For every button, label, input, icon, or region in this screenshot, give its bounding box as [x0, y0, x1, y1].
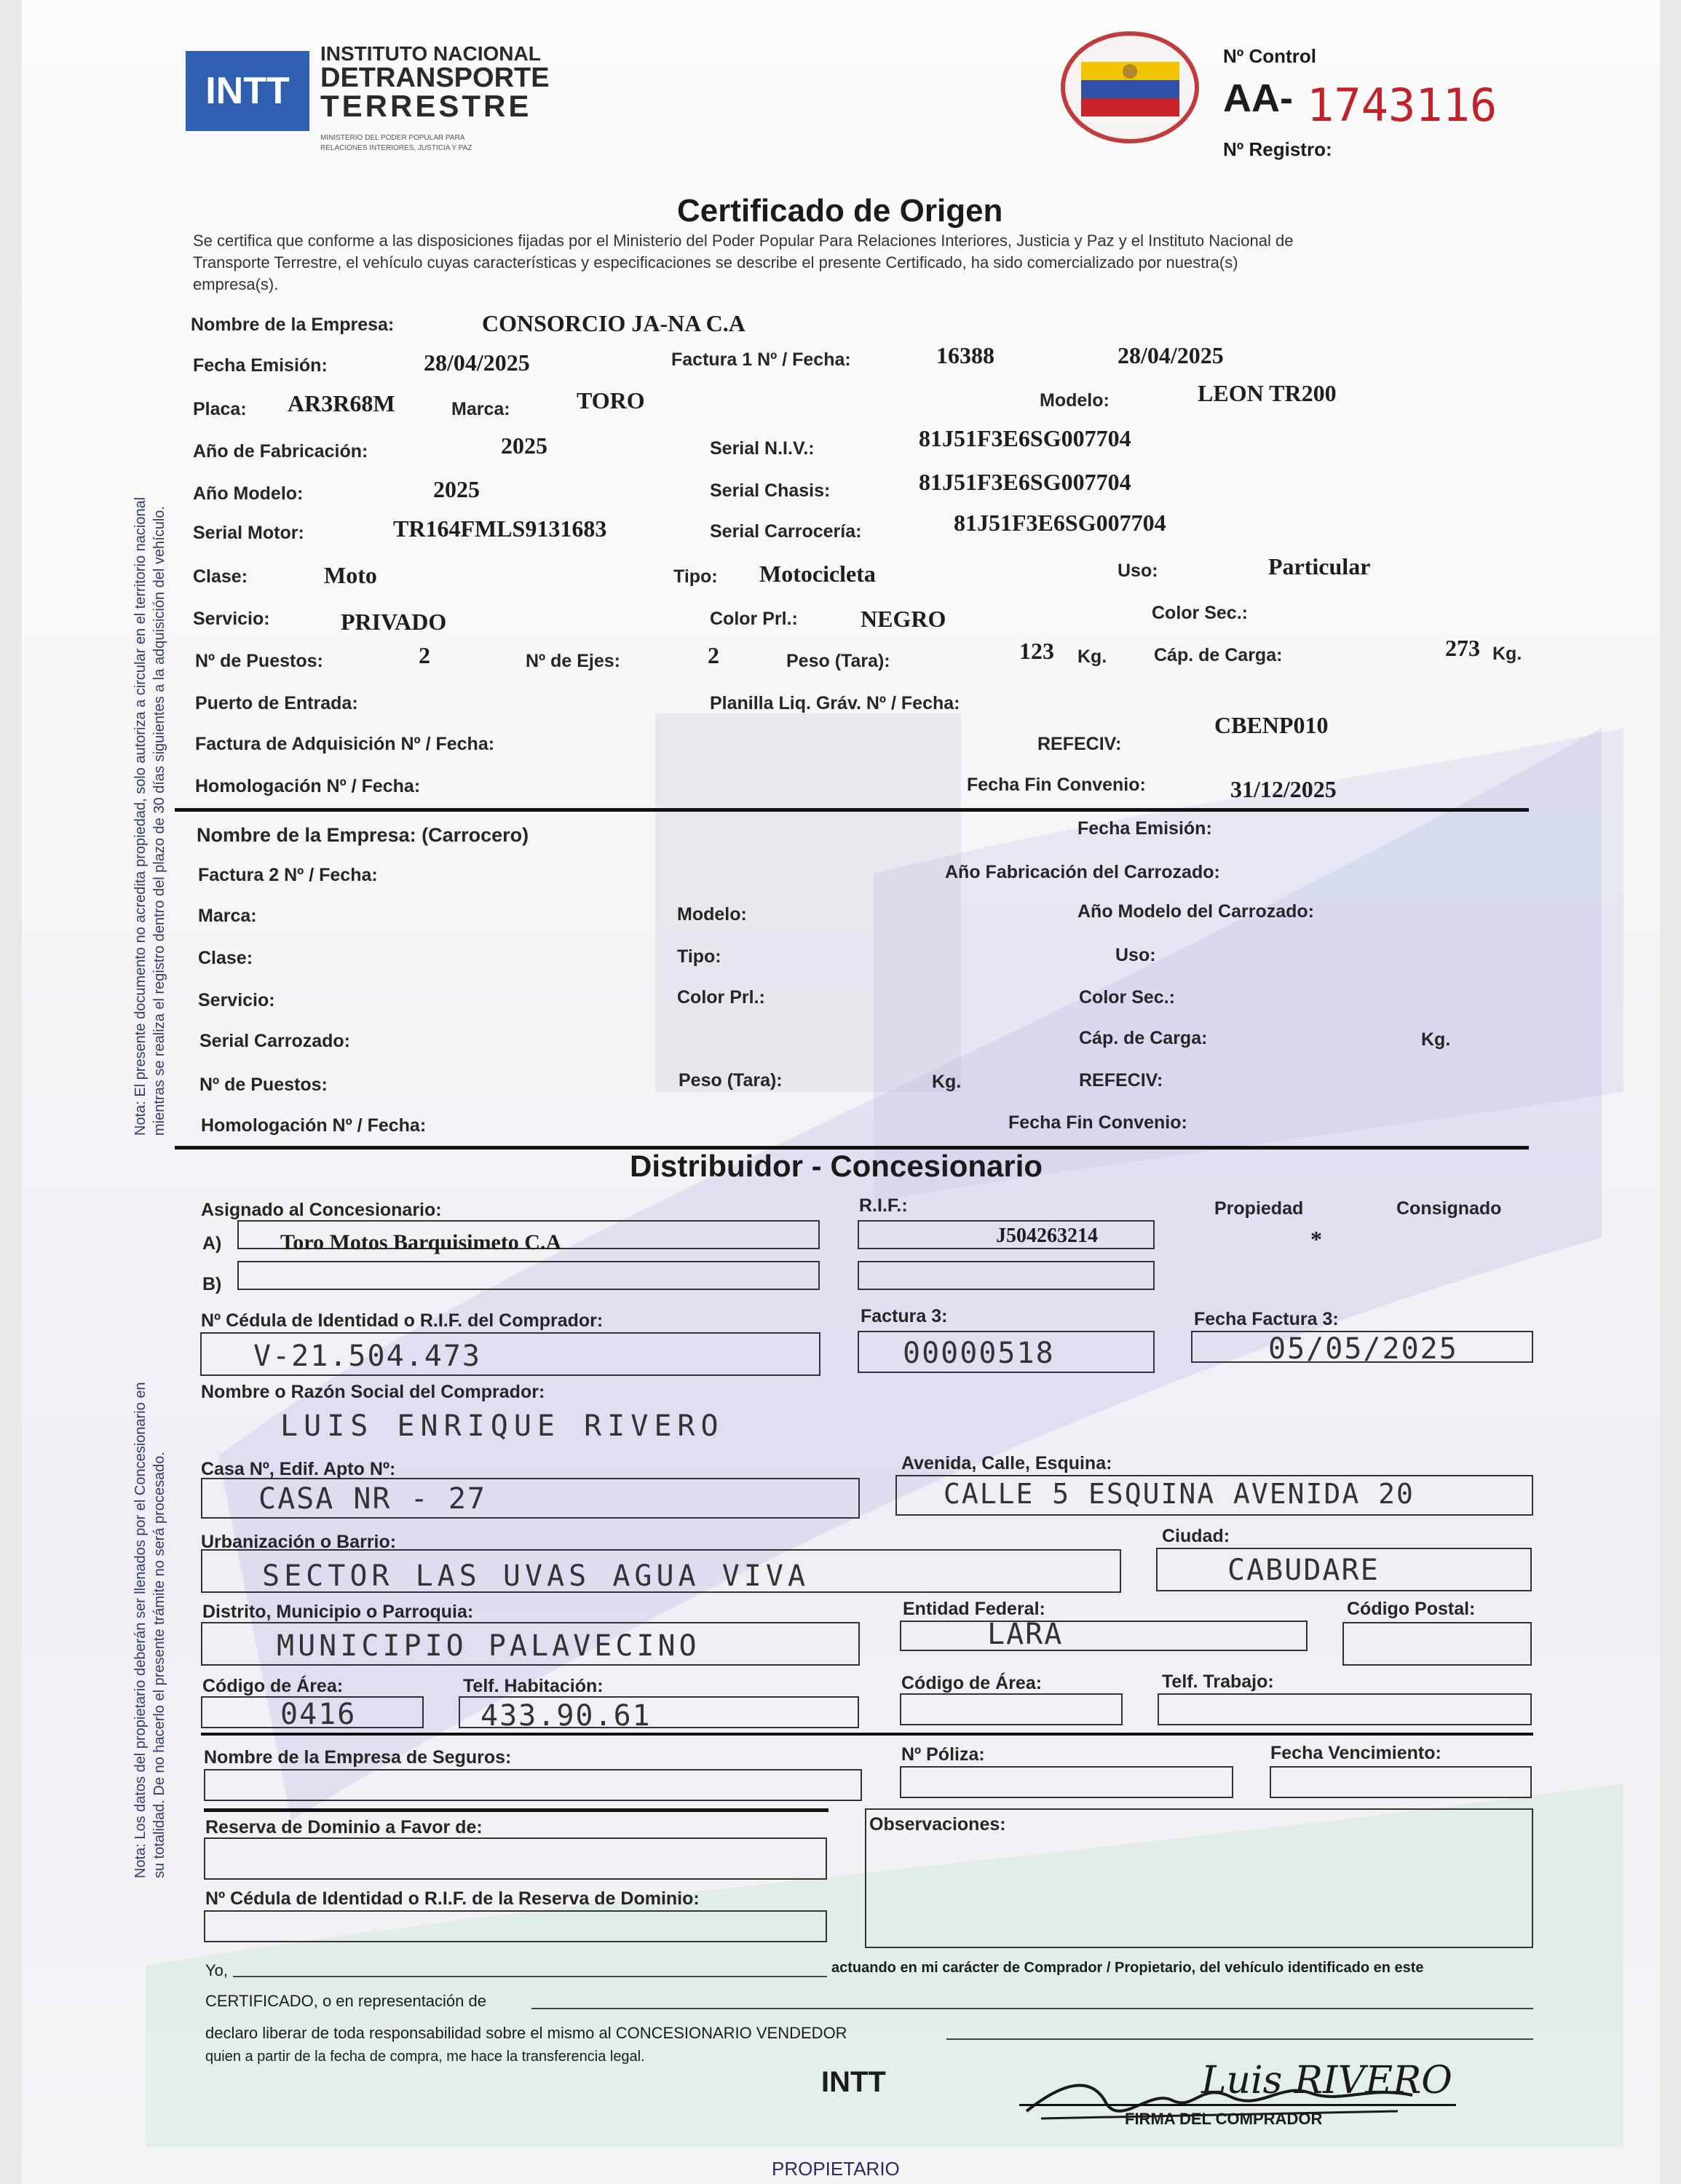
area2-field[interactable]	[900, 1693, 1123, 1725]
entidad-field[interactable]	[900, 1621, 1308, 1651]
observaciones-label: Observaciones:	[869, 1814, 1006, 1835]
postal-label: Código Postal:	[1347, 1599, 1476, 1619]
serial-niv-label: Serial N.I.V.:	[710, 438, 815, 459]
declaration-text3: declaro liberar de toda responsabilidad sobre el mismo al CONCESIONARIO VENDEDOR	[205, 2024, 847, 2042]
puestos-label: Nº de Puestos:	[195, 651, 323, 671]
row-a-label: A)	[202, 1233, 222, 1254]
color-sec-label: Color Sec.:	[1152, 603, 1248, 623]
institute-line3: TERRESTRE	[320, 89, 532, 123]
factura-adq-label: Factura de Adquisición Nº / Fecha:	[195, 734, 495, 754]
carga-value: 273	[1445, 635, 1480, 661]
fecha-emision-value: 28/04/2025	[424, 349, 530, 376]
factura2-label: Factura 2 Nº / Fecha:	[198, 865, 378, 885]
carrocero-empresa-label: Nombre de la Empresa: (Carrocero)	[197, 824, 529, 846]
vencimiento-field[interactable]	[1270, 1766, 1532, 1798]
side-note-top: Nota: El presente documento no acredita propiedad, solo autoriza a circular en el territorio nacional mientras se realiza el registro dentro del plazo de 30 días siguientes a la adquisición del vehículo.	[132, 496, 167, 1136]
concesionario-b-field[interactable]	[237, 1261, 820, 1290]
urbanizacion-label: Urbanización o Barrio:	[201, 1532, 397, 1552]
reserva-label: Reserva de Dominio a Favor de:	[205, 1817, 483, 1837]
carrocero-anio-fab-label: Año Fabricación del Carrozado:	[945, 862, 1220, 882]
carrocero-carga-unit: Kg.	[1421, 1029, 1451, 1050]
area-label: Código de Área:	[202, 1676, 344, 1696]
factura1-label: Factura 1 Nº / Fecha:	[671, 349, 851, 370]
carrocero-carga-label: Cáp. de Carga:	[1079, 1028, 1208, 1048]
carrocero-homologacion-label: Homologación Nº / Fecha:	[201, 1115, 427, 1136]
page-title: Certificado de Origen	[677, 193, 1003, 229]
serial-motor-value: TR164FMLS9131683	[393, 515, 607, 542]
carrocero-fecha-emision-label: Fecha Emisión:	[1077, 818, 1212, 839]
declaration-text2: CERTIFICADO, o en representación de	[205, 1992, 486, 2010]
clase-label: Clase:	[193, 566, 248, 587]
empresa-label: Nombre de la Empresa:	[191, 314, 395, 335]
refeciv-label: REFECIV:	[1037, 734, 1122, 754]
carrocero-refeciv-label: REFECIV:	[1079, 1070, 1163, 1091]
puerto-label: Puerto de Entrada:	[195, 693, 358, 713]
ejes-value: 2	[708, 642, 719, 668]
anio-modelo-value: 2025	[433, 476, 480, 502]
entidad-value: LARA	[987, 1618, 1064, 1651]
area2-label: Código de Área:	[901, 1673, 1043, 1693]
ministry-line1: MINISTERIO DEL PODER POPULAR PARA	[320, 134, 465, 142]
ciudad-value: CABUDARE	[1227, 1554, 1380, 1587]
section-divider-3	[201, 1733, 1533, 1736]
entidad-label: Entidad Federal:	[903, 1599, 1045, 1619]
peso-unit: Kg.	[1077, 646, 1107, 667]
placa-value: AR3R68M	[288, 390, 395, 416]
urbanizacion-value: SECTOR LAS UVAS AGUA VIVA	[262, 1559, 810, 1593]
telf-hab-label: Telf. Habitación:	[463, 1676, 604, 1696]
postal-field[interactable]	[1342, 1622, 1532, 1666]
uso-label: Uso:	[1118, 561, 1158, 581]
telf-trabajo-field[interactable]	[1158, 1693, 1532, 1725]
fecha-factura3-value: 05/05/2025	[1268, 1332, 1458, 1366]
registro-label: Nº Registro:	[1223, 138, 1332, 160]
serial-chasis-label: Serial Chasis:	[710, 480, 831, 501]
tipo-value: Motocicleta	[759, 561, 876, 587]
casa-label: Casa Nº, Edif. Apto Nº:	[201, 1459, 396, 1479]
control-label: Nº Control	[1223, 45, 1316, 67]
reserva-field[interactable]	[204, 1837, 827, 1880]
carrocero-peso-unit: Kg.	[932, 1072, 962, 1092]
seguros-label: Nombre de la Empresa de Seguros:	[204, 1747, 512, 1768]
servicio-value: PRIVADO	[341, 609, 447, 635]
planilla-label: Planilla Liq. Gráv. Nº / Fecha:	[710, 693, 960, 713]
fecha-factura3-label: Fecha Factura 3:	[1194, 1309, 1339, 1329]
carrocero-clase-label: Clase:	[198, 948, 253, 968]
cedula-reserva-field[interactable]	[204, 1910, 827, 1942]
side-note-bottom: Nota: Los datos del propietario deberán ser llenados por el Concesionario en su totalidad. De no hacerlo el presente trámite no será procesado.	[132, 1382, 167, 1878]
avenida-value: CALLE 5 ESQUINA AVENIDA 20	[944, 1478, 1415, 1510]
placa-label: Placa:	[193, 399, 247, 419]
carrocero-peso-label: Peso (Tara):	[679, 1070, 783, 1091]
intt-logo: INTT	[186, 51, 309, 131]
seguros-field[interactable]	[204, 1769, 862, 1801]
control-prefix: AA-	[1223, 76, 1293, 120]
refeciv-value: CBENP010	[1214, 712, 1329, 738]
fin-convenio-label: Fecha Fin Convenio:	[967, 775, 1146, 795]
avenida-label: Avenida, Calle, Esquina:	[901, 1453, 1112, 1473]
intro-line1: Se certifica que conforme a las disposiciones fijadas por el Ministerio del Poder Popular Para Relaciones Interiores, Justicia y Paz y el Instituto Nacional de	[193, 232, 1294, 250]
serial-niv-value: 81J51F3E6SG007704	[919, 425, 1131, 451]
serial-carroceria-label: Serial Carrocería:	[710, 521, 862, 542]
ministry-line2: RELACIONES INTERIORES, JUSTICIA Y PAZ	[320, 144, 472, 152]
institute-line1: INSTITUTO NACIONAL	[320, 42, 541, 65]
anio-fab-value: 2025	[501, 432, 547, 459]
propiedad-label: Propiedad	[1214, 1198, 1304, 1219]
firma-label: FIRMA DEL COMPRADOR	[1125, 2110, 1323, 2128]
cedula-reserva-label: Nº Cédula de Identidad o R.I.F. de la Reserva de Dominio:	[205, 1888, 700, 1909]
anio-fab-label: Año de Fabricación:	[193, 441, 368, 462]
declaration-yo: Yo,	[205, 1961, 229, 1979]
carrocero-serial-label: Serial Carrozado:	[199, 1031, 351, 1051]
puestos-value: 2	[419, 642, 430, 668]
vencimiento-label: Fecha Vencimiento:	[1270, 1743, 1441, 1763]
modelo-value: LEON TR200	[1198, 380, 1337, 406]
yo-line	[233, 1976, 827, 1977]
telf-hab-value: 433.90.61	[480, 1699, 652, 1733]
fin-convenio-value: 31/12/2025	[1230, 776, 1337, 802]
control-number: 1743116	[1307, 79, 1498, 132]
factura3-value: 00000518	[903, 1337, 1055, 1370]
signature-line	[1019, 2104, 1456, 2106]
representacion-line	[531, 2008, 1533, 2009]
rif-a-value: J504263214	[996, 1224, 1098, 1247]
marca-value: TORO	[577, 387, 645, 414]
serial-motor-label: Serial Motor:	[193, 523, 304, 543]
modelo-label: Modelo:	[1040, 390, 1110, 411]
carrocero-modelo-label: Modelo:	[677, 904, 747, 925]
institute-line2: DETRANSPORTE	[320, 63, 550, 93]
carrocero-anio-modelo-label: Año Modelo del Carrozado:	[1077, 901, 1314, 922]
ciudad-label: Ciudad:	[1162, 1526, 1230, 1546]
svg-text:Luis RIVERO: Luis RIVERO	[1201, 2059, 1452, 2102]
carrocero-color-sec-label: Color Sec.:	[1079, 987, 1175, 1008]
footer-propietario: PROPIETARIO	[772, 2158, 900, 2180]
factura1-fecha-value: 28/04/2025	[1118, 342, 1224, 368]
carga-unit: Kg.	[1492, 644, 1522, 664]
clase-value: Moto	[324, 562, 377, 588]
casa-value: CASA NR - 27	[258, 1482, 486, 1516]
peso-value: 123	[1019, 638, 1054, 664]
color-prl-value: NEGRO	[861, 606, 946, 632]
section-divider-4	[204, 1808, 828, 1812]
homologacion-label: Homologación Nº / Fecha:	[195, 776, 421, 796]
fecha-emision-label: Fecha Emisión:	[193, 355, 328, 376]
uso-value: Particular	[1268, 553, 1371, 579]
carrocero-marca-label: Marca:	[198, 906, 257, 926]
distrito-label: Distrito, Municipio o Parroquia:	[202, 1602, 474, 1622]
cedula-label: Nº Cédula de Identidad o R.I.F. del Comprador:	[201, 1310, 604, 1331]
empresa-value: CONSORCIO JA-NA C.A	[482, 310, 745, 336]
factura1-value: 16388	[936, 342, 994, 368]
servicio-label: Servicio:	[193, 609, 270, 629]
tipo-label: Tipo:	[673, 566, 718, 587]
peso-label: Peso (Tara):	[786, 651, 890, 671]
consignado-label: Consignado	[1396, 1198, 1502, 1219]
declaration-text1: actuando en mi carácter de Comprador / Propietario, del vehículo identificado en este	[831, 1960, 1424, 1976]
area-value: 0416	[280, 1698, 357, 1731]
marca-label: Marca:	[451, 399, 510, 419]
factura3-label: Factura 3:	[861, 1306, 948, 1326]
distribuidor-heading: Distribuidor - Concesionario	[630, 1149, 1043, 1183]
nombre-label: Nombre o Razón Social del Comprador:	[201, 1382, 545, 1402]
telf-trabajo-label: Telf. Trabajo:	[1162, 1671, 1274, 1692]
asignado-label: Asignado al Concesionario:	[201, 1200, 442, 1220]
serial-chasis-value: 81J51F3E6SG007704	[919, 469, 1131, 495]
carrocero-color-prl-label: Color Prl.:	[677, 987, 765, 1008]
carrocero-servicio-label: Servicio:	[198, 990, 275, 1010]
intro-line2: Transporte Terrestre, el vehículo cuyas características y especificaciones se describe el presente Certificado, ha sido comercializado por nuestra(s)	[193, 253, 1238, 272]
distrito-value: MUNICIPIO PALAVECINO	[277, 1629, 700, 1663]
anio-modelo-label: Año Modelo:	[193, 483, 304, 504]
vendedor-line	[946, 2038, 1533, 2040]
rif-label: R.I.F.:	[859, 1195, 908, 1216]
carrocero-uso-label: Uso:	[1115, 945, 1156, 965]
row-b-label: B)	[202, 1274, 222, 1294]
ejes-label: Nº de Ejes:	[526, 651, 621, 671]
carrocero-puestos-label: Nº de Puestos:	[199, 1075, 328, 1095]
nombre-value: LUIS ENRIQUE RIVERO	[280, 1409, 724, 1443]
carga-label: Cáp. de Carga:	[1154, 645, 1283, 665]
rif-b-field[interactable]	[858, 1261, 1155, 1290]
carrocero-fin-convenio-label: Fecha Fin Convenio:	[1008, 1112, 1187, 1133]
venezuela-seal-icon	[1059, 29, 1201, 146]
poliza-label: Nº Póliza:	[901, 1744, 985, 1765]
color-prl-label: Color Prl.:	[710, 609, 798, 629]
propiedad-mark: *	[1310, 1226, 1322, 1252]
cedula-value: V-21.504.473	[253, 1340, 481, 1373]
declaration-text4: quien a partir de la fecha de compra, me hace la transferencia legal.	[205, 2049, 645, 2065]
serial-carroceria-value: 81J51F3E6SG007704	[954, 510, 1166, 536]
section-divider-1	[175, 808, 1529, 812]
concesionario-a-value: Toro Motos Barquisimeto C.A	[280, 1230, 562, 1254]
carrocero-tipo-label: Tipo:	[677, 946, 721, 967]
poliza-field[interactable]	[900, 1766, 1233, 1798]
intro-line3: empresa(s).	[193, 275, 279, 293]
intt-mark: INTT	[821, 2066, 886, 2098]
